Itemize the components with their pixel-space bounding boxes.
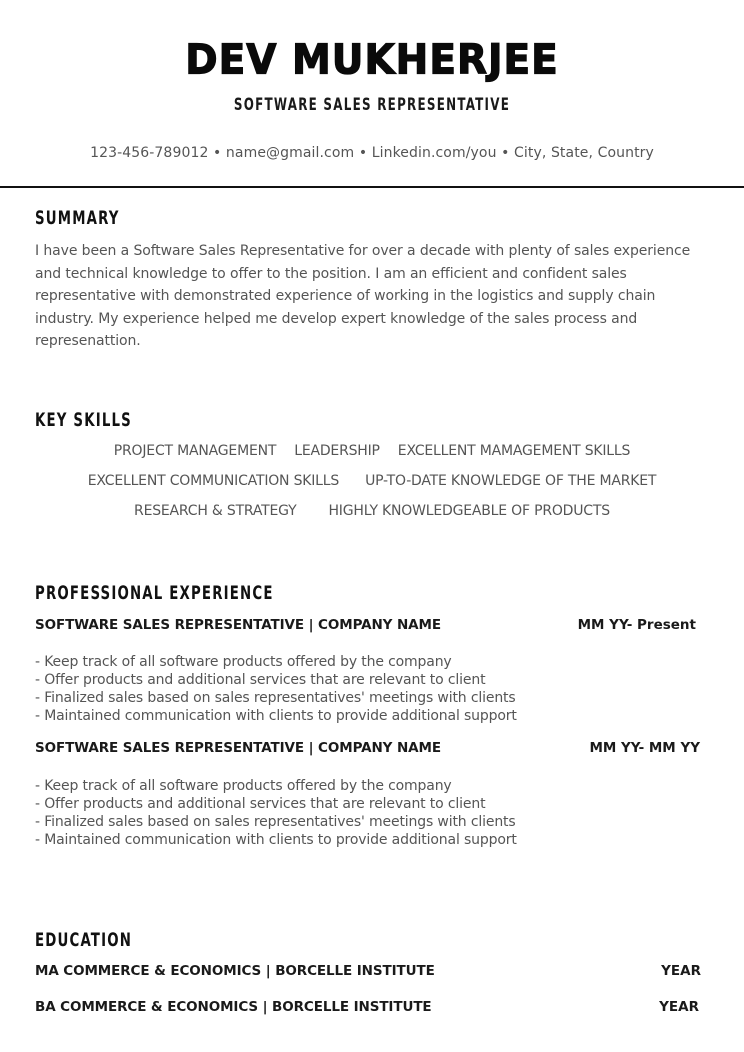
header-divider [0,186,744,188]
contact-line: 123-456-789012 • name@gmail.com • Linkedin.com/you • City, State, Country [90,145,654,161]
skill-item: EXCELLENT MAMAGEMENT SKILLS [397,443,631,459]
education-year: YEAR [661,963,701,979]
job-bullet: - Maintained communication with clients to provide additional support [35,708,517,724]
education-entry: BA COMMERCE & ECONOMICS | BORCELLE INSTITUTE [35,999,432,1015]
job-bullets [35,777,635,849]
education-entry: MA COMMERCE & ECONOMICS | BORCELLE INSTITUTE [35,963,435,979]
job-title: SOFTWARE SALES REPRESENTATIVE | COMPANY NAME [35,617,441,633]
skills-row [0,503,744,519]
candidate-name: DEV MUKHERJEE [185,36,559,85]
skill-item: LEADERSHIP [294,443,380,459]
job-bullet: - Keep track of all software products offered by the company [35,778,452,794]
job-date: MM YY- Present [577,617,696,633]
job-bullet: - Offer products and additional services that are relevant to client [35,672,486,688]
education-year: YEAR [659,999,699,1015]
skills-heading: KEY SKILLS [35,409,132,431]
job-bullet: - Finalized sales based on sales representatives' meetings with clients [35,690,516,706]
skill-item: HIGHLY KNOWLEDGEABLE OF PRODUCTS [328,503,610,519]
job-bullet: - Maintained communication with clients to provide additional support [35,832,517,848]
job-date: MM YY- MM YY [589,740,700,756]
summary-heading: SUMMARY [35,207,120,229]
skill-item: RESEARCH & STRATEGY [134,503,297,519]
skill-item: PROJECT MANAGEMENT [113,443,277,459]
summary-text: I have been a Software Sales Representative for over a decade with plenty of sales experience and technical knowledge to offer to the position. I am an efficient and confident sales representative with demonstrated experience of working in the logistics and supply chain industry. My experience helped me develop expert knowledge of the sales process and represenattion. [35,243,691,349]
education-heading: EDUCATION [35,929,133,951]
experience-heading: PROFESSIONAL EXPERIENCE [35,582,274,604]
skill-item: UP-TO-DATE KNOWLEDGE OF THE MARKET [365,473,657,489]
job-bullet: - Keep track of all software products offered by the company [35,654,452,670]
job-bullets [35,653,635,725]
candidate-role: SOFTWARE SALES REPRESENTATIVE [233,95,511,115]
skills-row [0,473,744,489]
skill-item: EXCELLENT COMMUNICATION SKILLS [87,473,340,489]
job-bullet: - Offer products and additional services that are relevant to client [35,796,486,812]
skills-row [0,443,744,459]
job-title: SOFTWARE SALES REPRESENTATIVE | COMPANY NAME [35,740,441,756]
job-bullet: - Finalized sales based on sales representatives' meetings with clients [35,814,516,830]
